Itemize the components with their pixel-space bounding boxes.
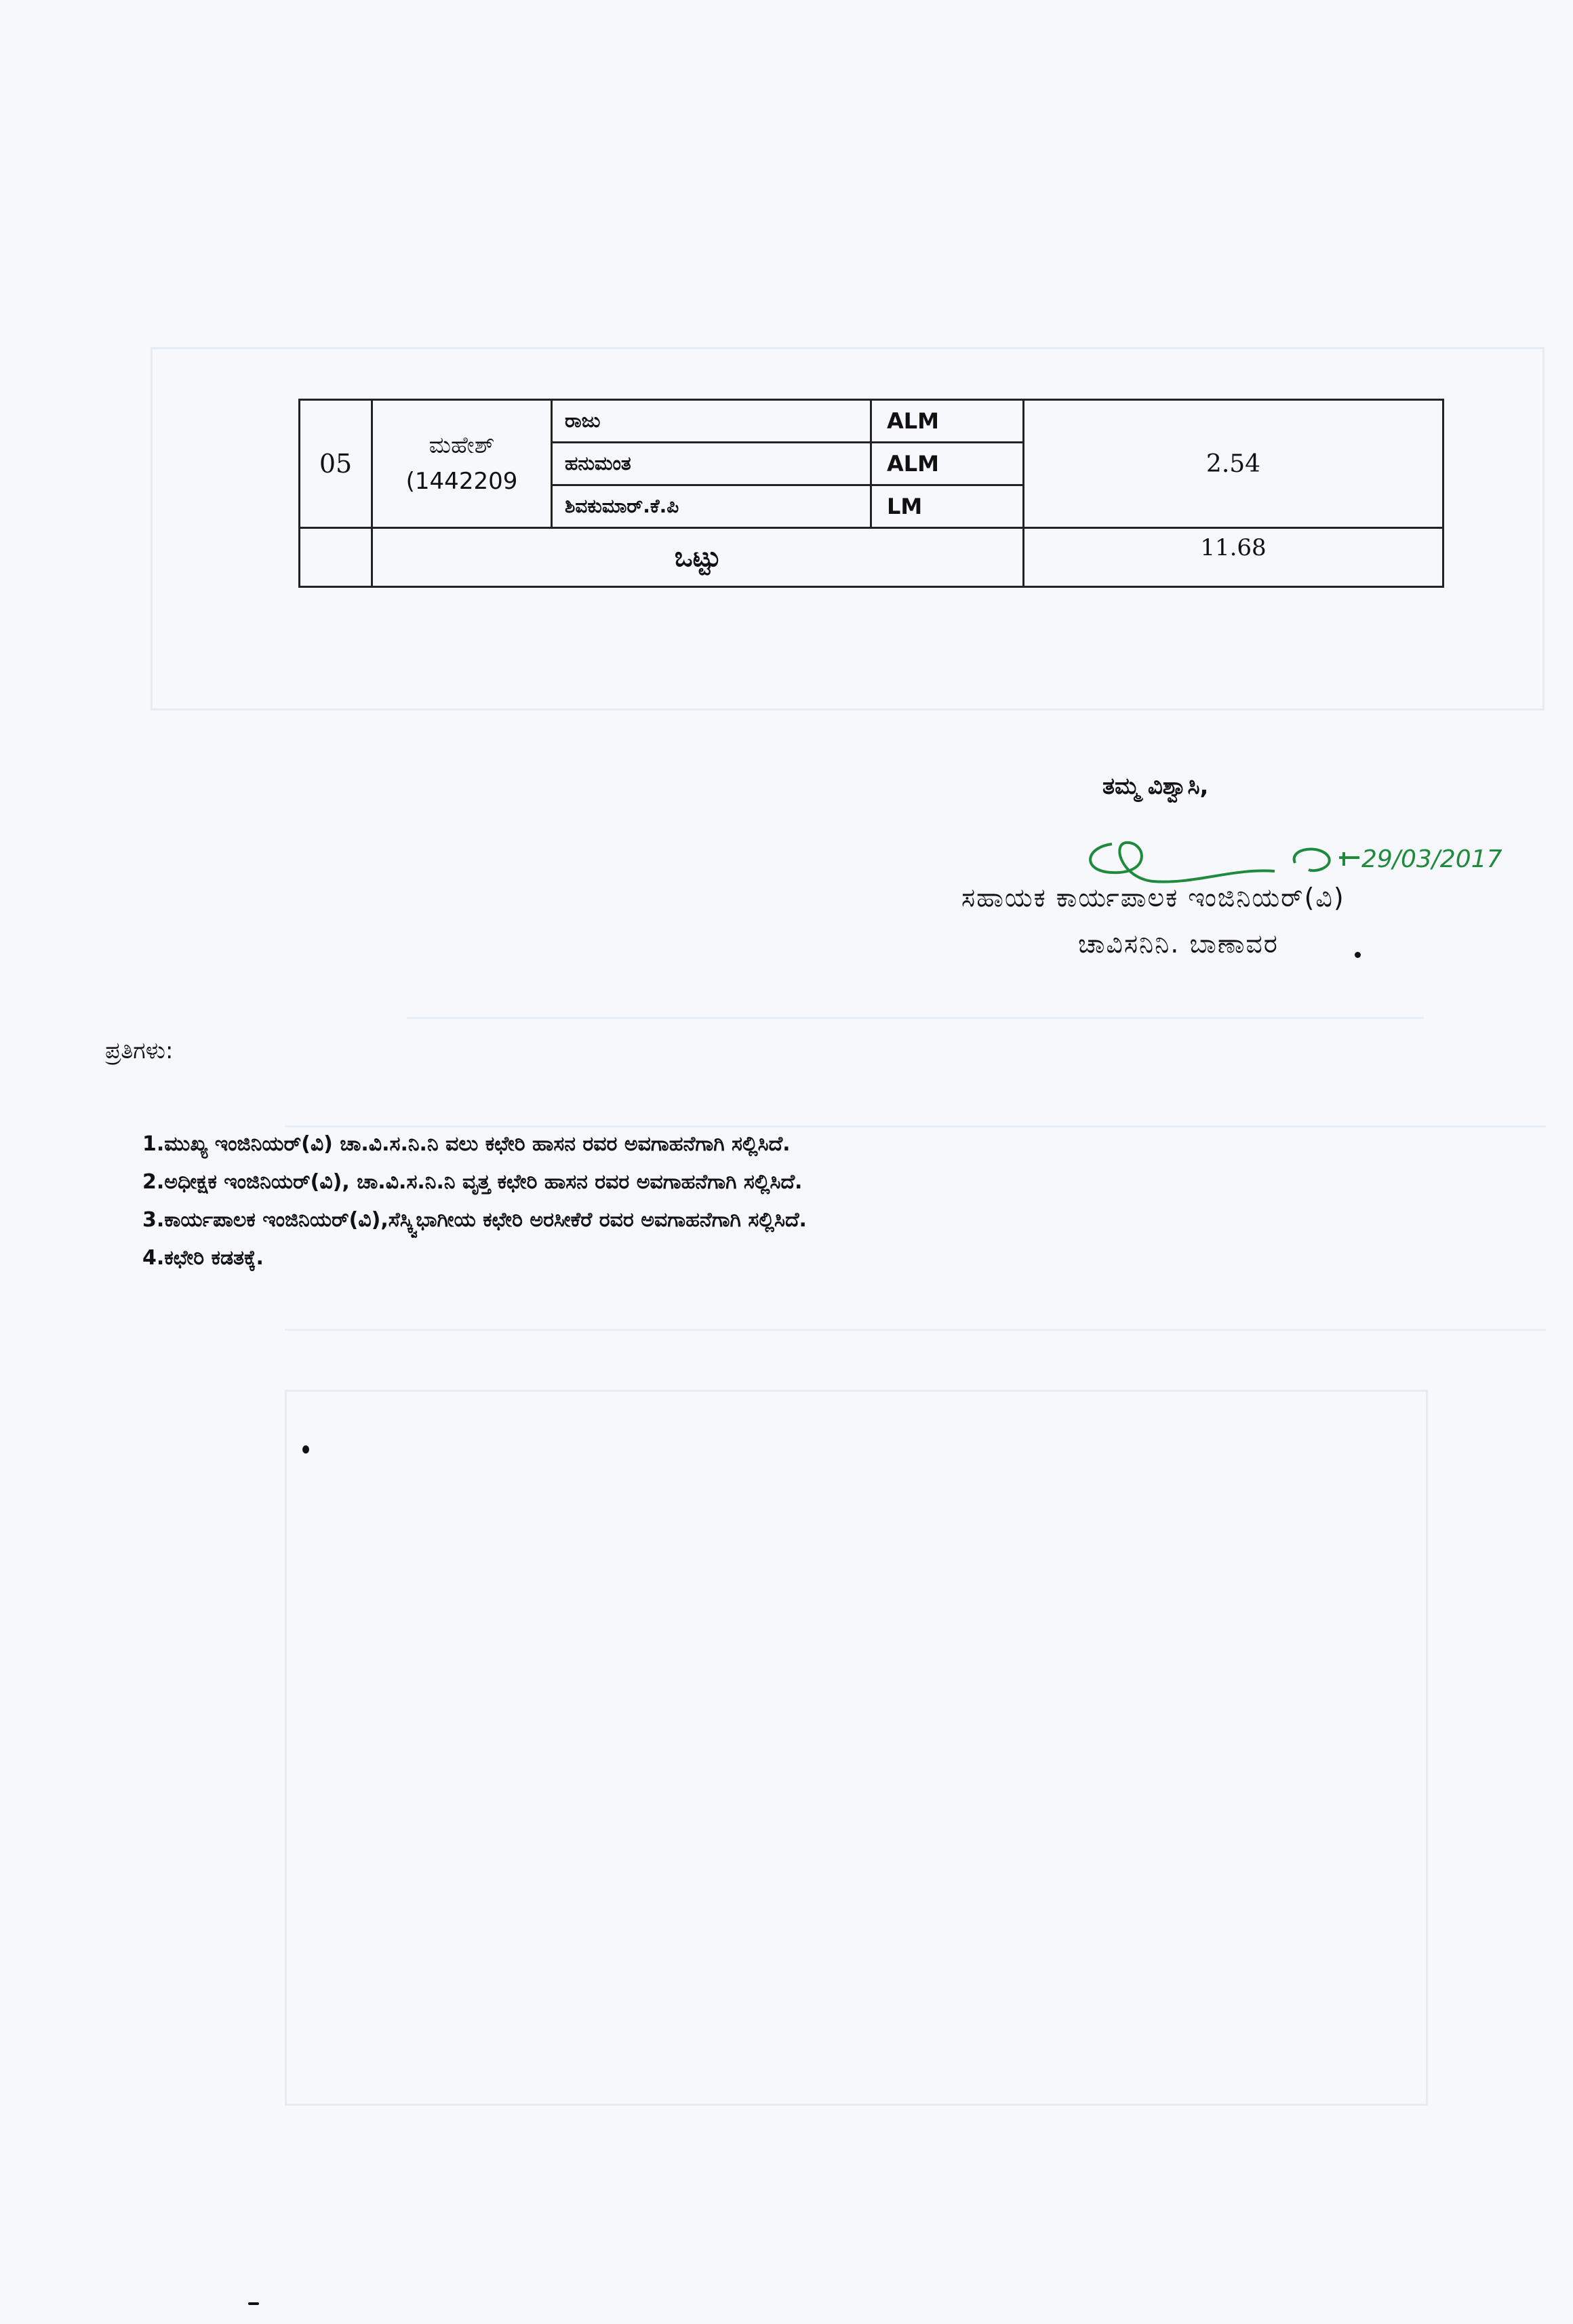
total-label: ಒಟ್ಟು bbox=[372, 528, 1024, 587]
total-row bbox=[300, 528, 1443, 587]
person-id: (1442209 bbox=[405, 468, 518, 495]
copies-heading: ಪ್ರತಿಗಳು: bbox=[105, 1037, 174, 1064]
signature-date: 29/03/2017 bbox=[1361, 845, 1502, 873]
staff-designation: ALM bbox=[871, 400, 1024, 443]
stray-dot bbox=[248, 2302, 259, 2305]
list-item: 4.ಕಛೇರಿ ಕಡತಕ್ಕೆ. bbox=[142, 1246, 264, 1270]
copies-list bbox=[142, 1125, 807, 1277]
staff-designation: LM bbox=[871, 485, 1024, 528]
row-value: 2.54 bbox=[1024, 400, 1443, 528]
total-value: 11.68 bbox=[1024, 528, 1443, 587]
staff-name: ಹನುಮಂತ bbox=[552, 443, 871, 485]
person-cell bbox=[372, 400, 552, 528]
showthrough-table-box bbox=[285, 1390, 1428, 2106]
showthrough-line bbox=[407, 1017, 1424, 1019]
list-item: 3.ಕಾರ್ಯಪಾಲಕ ಇಂಜಿನಿಯರ್(ವಿ),ಸೆಸ್ಕ್ವಿಭಾಗೀಯ ಕಛೇರಿ ಅರಸೀಕೆರೆ ರವರ ಅವಗಾಹನೆಗಾಗಿ ಸಲ್ಲಿಸಿದೆ. bbox=[142, 1208, 807, 1232]
staff-name: ರಾಜು bbox=[552, 400, 871, 443]
signatory-designation: ಸಹಾಯಕ ಕಾರ್ಯಪಾಲಕ ಇಂಜಿನಿಯರ್(ವಿ) bbox=[961, 883, 1345, 913]
list-item: 1.ಮುಖ್ಯ ಇಂಜಿನಿಯರ್(ವಿ) ಚಾ.ವಿ.ಸ.ನಿ.ನಿ ವಲು ಕಛೇರಿ ಹಾಸನ ರವರ ಅವಗಾಹನೆಗಾಗಿ ಸಲ್ಲಿಸಿದೆ. bbox=[142, 1132, 791, 1156]
stray-dot bbox=[1355, 952, 1361, 958]
closing-salutation: ತಮ್ಮ ವಿಶ್ವಾಸಿ, bbox=[1102, 773, 1209, 800]
staff-name: ಶಿವಕುಮಾರ್.ಕೆ.ಪಿ bbox=[552, 485, 871, 528]
list-item: 2.ಅಧೀಕ್ಷಕ ಇಂಜಿನಿಯರ್(ವಿ), ಚಾ.ವಿ.ಸ.ನಿ.ನಿ ವೃತ್ತ ಕಛೇರಿ ಹಾಸನ ರವರ ಅವಗಾಹನೆಗಾಗಿ ಸಲ್ಲಿಸಿದೆ. bbox=[142, 1170, 803, 1194]
staff-table bbox=[298, 399, 1444, 588]
showthrough-line bbox=[285, 1329, 1546, 1331]
person-name: ಮಹೇಶ್ bbox=[429, 432, 495, 460]
total-empty-cell bbox=[300, 528, 372, 587]
signatory-office: ಚಾವಿಸನಿನಿ. ಬಾಣಾವರ bbox=[1078, 929, 1279, 959]
table-row bbox=[300, 400, 1443, 443]
stray-dot bbox=[302, 1445, 309, 1454]
staff-designation: ALM bbox=[871, 443, 1024, 485]
serial-number: 05 bbox=[300, 400, 372, 528]
